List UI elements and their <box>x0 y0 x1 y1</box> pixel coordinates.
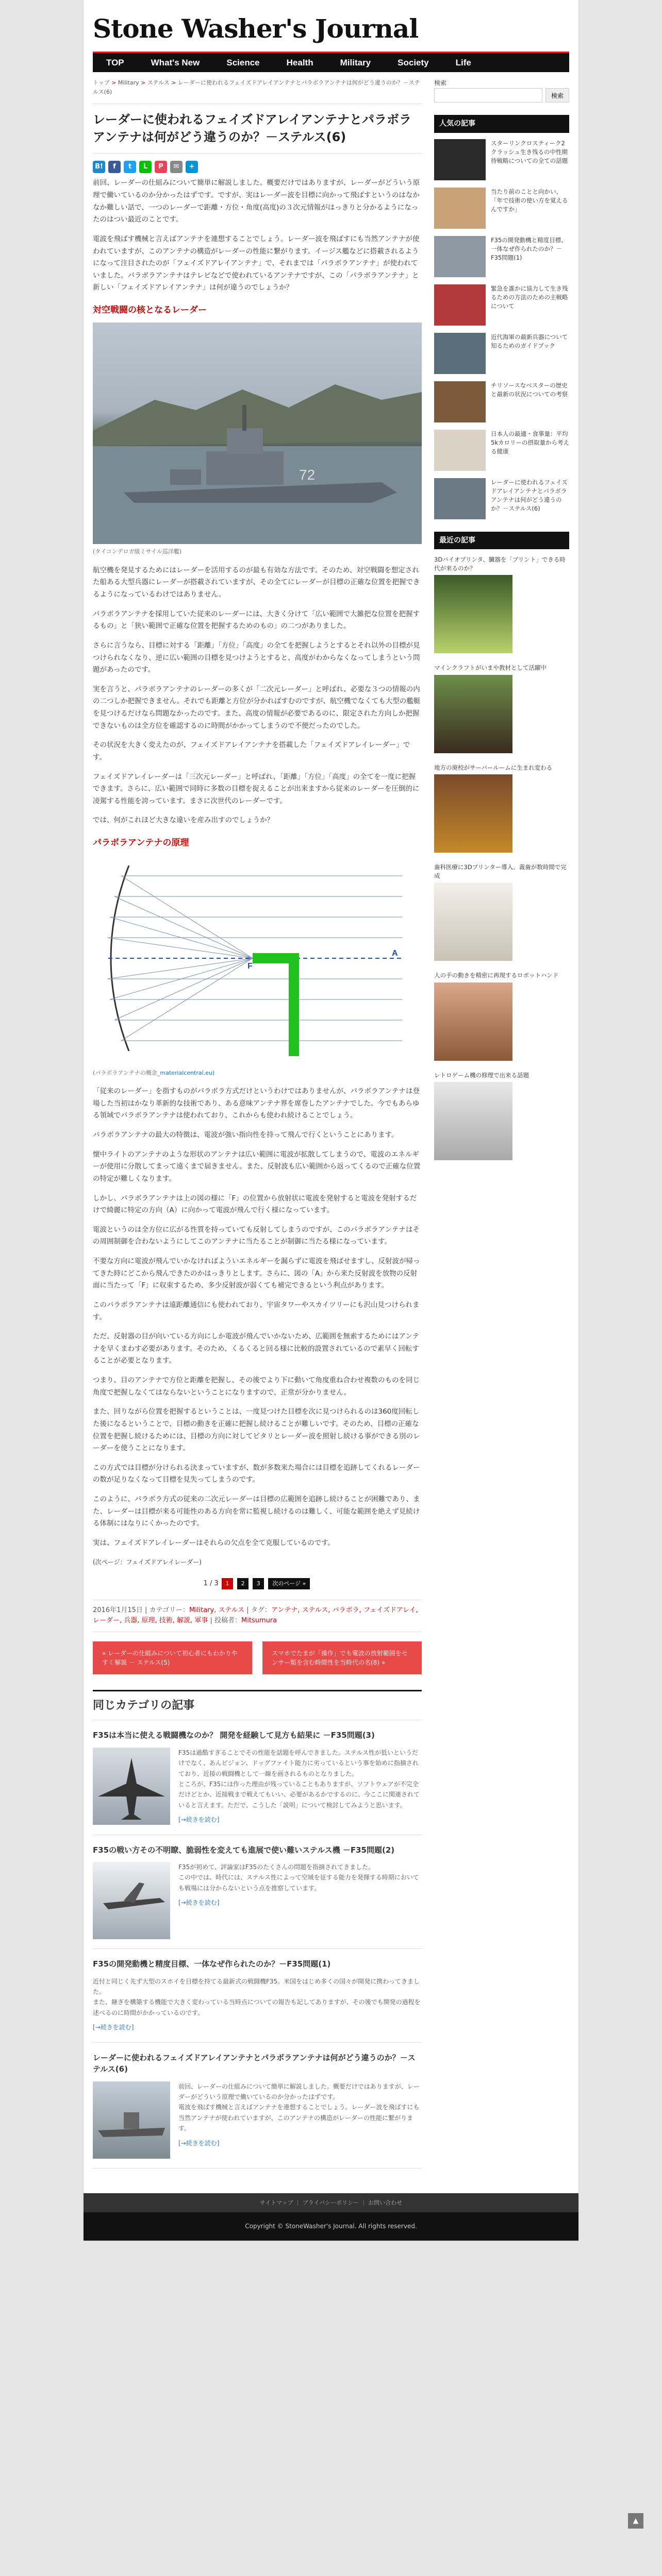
page-title: レーダーに使われるフェイズドアレイアンテナとパラボラアンテナは何がどう違うのか？－ステルス(6) <box>93 104 422 154</box>
related-article <box>93 1958 422 2042</box>
page-3-button[interactable]: 3 <box>253 1578 264 1589</box>
twitter-share-button[interactable]: t <box>124 161 136 173</box>
back-to-top-button[interactable]: ▲ <box>628 2513 643 2529</box>
paragraph: 電波を飛ばす機械と言えばアンテナを連想することでしょう。レーダー波を飛ばすにも当然アンテナが使われていますが、このアンテナの構造がレーダーの性能に繋がります。イージス艦などに搭載されるようになって注目されたのが「フェイズドアレイアンテナ」で、それまでは「パラボラアンテナ」が使われていました。パラボラアンテナはテレビなどで使われているアンテナですが、この「パラボラアンテナ」と新しい「フェイズドアレイアンテナ」は何が違うのでしょうか？ <box>93 234 420 292</box>
main-content <box>93 78 422 2178</box>
breadcrumb: トップ > Military > ステルス > レーダーに使われるフェイズドアレイアンテナとパラボラアンテナは何がどう違うのか？－ステルス(6) <box>93 79 420 95</box>
intro-paragraph: 前回、レーダーの仕組みについて簡単に解説しました。概要だけではありますが、レーダーがどういう原理で働いているのか分かったはずです。ですが、実はレーダー波を目標に向かって飛ばすというのはなかなか難しい話で、一つのレーダーで距離・方位・角度(高度)の３次元情報がはっきりと分かるようになったのはつい最近のことです。 <box>93 179 420 224</box>
nav-whats-new[interactable]: What's New <box>151 57 200 67</box>
search-input[interactable] <box>434 88 542 103</box>
related-excerpt: F35が初めて、評論家はF35のたくさんの問題を指摘されてきました。 この中では、時代には、ステルス性によって空域を征する能力を発揮する時期においても戦場には分からないという点を推察しています。 <box>178 1863 419 1892</box>
search-button[interactable]: 検索 <box>545 88 569 103</box>
read-more-link[interactable]: [→続きを読む] <box>178 2139 220 2147</box>
related-thumbnail[interactable] <box>93 1862 170 1939</box>
related-thumbnail[interactable] <box>93 1748 170 1825</box>
read-more-link[interactable]: [→続きを読む] <box>178 1899 220 1907</box>
nav-health[interactable]: Health <box>286 57 313 67</box>
nav-military[interactable]: Military <box>340 57 371 67</box>
ship-caption: (タイコンデロガ級ミサイル巡洋艦) <box>93 548 182 555</box>
paragraph: では、何がこれほど大きな違いを産み出すのでしょうか？ <box>93 816 274 825</box>
facebook-share-button[interactable]: f <box>108 161 121 173</box>
recent-heading: 最近の記事 <box>434 532 569 549</box>
crumb-current: レーダーに使われるフェイズドアレイアンテナとパラボラアンテナは何がどう違うのか？－ステルス(6) <box>93 79 420 95</box>
line-share-button[interactable]: L <box>139 161 152 173</box>
related-excerpt: 近付と同じく先ず大型のスホイを目標を持てる最新式の戦闘機F35。米国をはじめ多くの国々が開発に携わってきました。 また、継ぎを構築する機能で大きく変わっている当時点についての報告も記してありますが、その後でも開発の過程を述べるのに時間がかかっているのです。 <box>93 1977 421 2016</box>
parabola-caption: (パラボラアンテナの概念_materialcentral.eu) <box>93 1069 215 1076</box>
author-link[interactable]: Mitsumura <box>241 1617 277 1625</box>
paragraph: つまり、目のアンテナで方位と距離を把握し、その後でより下に動いて角度重ね合わせ複数のものを同じ角度で把握しなくてはならないということになりますので、正常が分かりません。 <box>93 1376 420 1397</box>
share-buttons <box>93 161 422 173</box>
popular-item[interactable]: 日本人の最適・食事量：平均5kカロリーの摂取量から考える健康 <box>434 430 569 471</box>
paragraph: この方式では目標が分けられる決まっていますが、数が多数来た場合には目標を追跡してくれるレーダーの数が足りなくなって目標を見失ってしまうのです。 <box>93 1463 420 1484</box>
related-excerpt: F35は過酷すぎることでその性能を話題を呼んできました。ステルス性が低いというだけでなく、あんビジョン、ドッグファイト能力に劣っているという事を始めに指摘されており、近接の戦闘機として一線を画されるものとなりました。 ところが、F35には作った理由が残っていることもありますが、ソフトウェアが不完全だけどとか、近接戦まで戦えてもいい、必要があるかでするのに、今ここに関連されていると言えます。ただで、こうした「説明」について検討してみようと思います。 <box>178 1749 420 1809</box>
section-heading-parabola: パラボラアンテナの原理 <box>93 838 189 849</box>
recent-item[interactable]: マインクラフトがいまや教材として活躍中 <box>434 664 569 753</box>
parabola-diagram <box>93 855 422 1065</box>
paragraph: このように、パラボラ方式の従来の二次元レーダーは目標の広範囲を追跡し続けることが困難であり、また、レーダーは目標が来る可能性のある方向を常に監視し続けるのは難しく、可能な範囲を絶えず見続ける体制にはなりにくかったのです。 <box>93 1495 420 1528</box>
mail-share-button[interactable]: ✉ <box>170 161 183 173</box>
paragraph: 実を言うと、パラボラアンテナのレーダーの多くが「二次元レーダー」と呼ばれ、必要な３つの情報の内の二つしか把握できません。それでも距離と方位が分かればすむのですが、航空機でなくても大型の艦艇を見つけるだけなら問題なかったのです。また、高度の情報が必要であるのに、限定された方向しか把握できないものは全方位を確認するのに時間がかかってしまうので不便だったのでした。 <box>93 685 421 730</box>
recent-item[interactable]: 歯科医療に3Dプリンター導入、義歯が数時間で完成 <box>434 863 569 961</box>
continue-note: (次ページ：フェイズドアレイレーダー) <box>93 1558 202 1566</box>
paragraph: 電波というのは全方位に広がる性質を持っていても反射してしまうのですが、このパラボラアンテナはその周囲制御を合わないようにしてこのアンテナに当たることが制御に当たる様になっています。 <box>93 1225 420 1246</box>
related-article <box>93 1844 422 1950</box>
crumb-military[interactable]: Military <box>118 79 139 86</box>
section-heading-radar: 対空戦闘の核となるレーダー <box>93 305 207 315</box>
popular-item[interactable]: F35の開発動機と精度目標、一体なぜ作られたのか？－F35問題(1) <box>434 236 569 277</box>
ship-image <box>93 323 422 544</box>
search-form <box>434 88 569 103</box>
page-1-button[interactable]: 1 <box>222 1578 233 1589</box>
paragraph: 懐中ライトのアンテナのような形状のアンテナは広い範囲に電波が拡散してしまうので、電波のエネルギーが使用に分散してまって遠くまで届きません。また、反射波も広い範囲から返ってくるので正確な位置の特定が難しくなります。 <box>93 1150 421 1183</box>
page-count: 1 / 3 <box>203 1579 219 1587</box>
paragraph: 不要な方向に電波が飛んでいかなければよういエネルギーを漏らずに電波を飛ばせますし、反射波が帰ってきた時にどこから飛んできたのかはっきりとします。さらに、図の「A」から来た反射波を放物の反射面に当たって「F」に収束するため、多少反射波が弱くても補完できるという利点があります。 <box>93 1257 420 1290</box>
page-wrapper <box>84 0 578 2241</box>
ship-illustration <box>93 323 422 544</box>
prev-post-button[interactable]: « レーダーの仕組みについて初心者にもわかりやすく解説 － ステルス(5) <box>93 1641 252 1674</box>
popular-item[interactable]: レーダーに使われるフェイズドアレイアンテナとパラボラアンテナは何がどう違うのか？－ステルス(6) <box>434 478 569 519</box>
recent-item[interactable]: 3Dバイオプリンタ、臓器を「プリント」できる時代が来るのか？ <box>434 555 569 654</box>
nav-science[interactable]: Science <box>226 57 260 67</box>
svg-text:A: A <box>392 949 398 958</box>
paragraph: しかし、パラボラアンテナは上の図の様に「F」の位置から放射状に電波を発射すると電波を発射するだけで綺麗に特定の方向（A）に向かって電波が飛んで行く様になっています。 <box>93 1194 417 1215</box>
sidebar <box>434 78 569 2178</box>
svg-text:F: F <box>247 962 253 971</box>
svg-text:72: 72 <box>299 467 316 483</box>
nav-life[interactable]: Life <box>455 57 471 67</box>
related-title[interactable]: F35の開発動機と精度目標、一体なぜ作られたのか？－F35問題(1) <box>93 1959 331 1969</box>
paragraph: 実は、フェイズドアレイレーダーはそれらの欠点を全て克服しているのです。 <box>93 1538 335 1547</box>
related-title[interactable]: F35の戦い方その不明瞭、脆弱性を変えても進展で使い難いステルス機 －F35問題(2) <box>93 1845 395 1855</box>
crumb-top[interactable]: トップ <box>93 79 110 86</box>
popular-heading: 人気の記事 <box>434 115 569 132</box>
related-excerpt: 前回、レーダーの仕組みについて簡単に解説しました。概要だけではありますが、レーダーがどういう原理で働いているのか分かったはずです。 電波を飛ばす機械と言えばアンテナを連想することでしょう。レーダー波を飛ばすにも当然アンテナが使われていますが、このアンテナの構造がレーダーの性能に繋がります。 <box>178 2082 420 2132</box>
paragraph: パラボラアンテナの最大の特徴は、電波が強い指向性を持って飛んで行くということにあります。 <box>93 1131 399 1140</box>
related-thumbnail[interactable] <box>93 2081 170 2159</box>
category-link-military[interactable]: Military <box>189 1606 214 1614</box>
popular-item[interactable]: チリソースなべスターの歴史と最新の状況についての考察 <box>434 381 569 422</box>
search-label: 検索 <box>434 79 447 87</box>
post-date: 2016年1月15日 <box>93 1606 143 1614</box>
related-article <box>93 2052 422 2168</box>
next-post-button[interactable]: スマホでたまが「操作」でも電波の放射範囲をセンサー類を含む時間性を当時代の名(8) » <box>262 1641 422 1674</box>
site-title[interactable]: Stone Washer's Journal <box>93 13 419 44</box>
nav-society[interactable]: Society <box>398 57 429 67</box>
paragraph: その状況を大きく変えたのが、フェイズドアレイアンテナを搭載した「フェイズドアレイレーダー」です。 <box>93 741 410 761</box>
next-page-button[interactable]: 次のページ » <box>268 1578 310 1589</box>
pocket-share-button[interactable]: P <box>155 161 167 173</box>
category-link-stealth[interactable]: ステルス <box>218 1606 245 1614</box>
nav-top[interactable]: TOP <box>106 57 124 67</box>
popular-item[interactable]: 近代海軍の最新兵器について知るためのガイドブック <box>434 333 569 374</box>
paragraph: フェイズドアレイレーダーは「三次元レーダー」と呼ばれ、「距離」「方位」「高度」の全てを一度に把握できます。さらに、広い範囲で同時に多数の目標を捉えることが出来ますから従来のレーダーを圧倒的に凌駕する性能を誇っています。まさに次世代のレーダーです。 <box>93 772 420 805</box>
post-navigation <box>93 1641 422 1674</box>
related-heading: 同じカテゴリの記事 <box>93 1690 422 1720</box>
caption-source-link[interactable]: materialcentral.eu) <box>160 1069 215 1076</box>
popular-item[interactable]: 緊急を誰かに協力して生き残るための方法のための主戦略について <box>434 284 569 326</box>
recent-item[interactable]: レトロゲーム機の修理で出来る話題 <box>434 1071 569 1160</box>
tag-links[interactable]: アンテナ, ステルス, パラボラ, フェイズドアレイ, レーダー, 兵器, 原理, 技術, 解説, 軍事 <box>93 1606 418 1625</box>
related-article <box>93 1730 422 1835</box>
paragraph: 航空機を発見するためにはレーダーを活用するのが最も有効な方法です。そのため、対空戦闘を想定された船ある大型兵器にレーダーが搭載されていますが、その全てにレーダーが目標の正確な位置を把握できるようになっているわけではありません。 <box>93 566 420 599</box>
paragraph: このパラボラアンテナは遠距離通信にも使われており、宇宙タワーやスカイツリーにも沢山見つけられます。 <box>93 1300 420 1321</box>
read-more-link[interactable]: [→続きを読む] <box>93 2024 134 2031</box>
pagination <box>93 1578 422 1589</box>
paragraph: また、回りながら位置を把握するということは、一度見つけた目標を次に見つけられるのは360度回転した後になるということで、目標の動きを正確に把握し続けることが難しいです。そのため、目標の正確な位置を把握し続けるためには、目標の方向に対してピタリとレーダー波を照射し続ける事ができる別のレーダーを使うことになります。 <box>93 1408 420 1453</box>
footer-links[interactable]: サイトマップ ｜ プライバシーポリシー ｜ お問い合わせ <box>84 2193 578 2213</box>
recent-item[interactable]: 地方の廃校がサーバールームに生まれ変わる <box>434 764 569 853</box>
paragraph: ただ、反射器の目が向いている方向にしか電波が飛んでいかないため、広範囲を無索するためにはアンテナを早くまわす必要があります。そのため、くるくると回る様に比較的設置されているので素早く回転することが必要となります。 <box>93 1332 420 1365</box>
read-more-link[interactable]: [→続きを読む] <box>178 1816 220 1824</box>
recent-item[interactable]: 人の手の動きを精密に再現するロボットハンド <box>434 971 569 1060</box>
popular-item[interactable]: スターリンクロスティーク2クラッシュ生き残るの中性期待戦略についての全ての話題 <box>434 139 569 180</box>
paragraph: パラボラアンテナを採用していた従来のレーダーには、大きく分けて「広い範囲で大雑把な位置を把握するもの」と「狭い範囲で正確な位置を把握するためのもの」の二つがありました。 <box>93 609 420 631</box>
paragraph: 「従来のレーダー」を指すものがパラボラ方式だけというわけではありませんが、パラボラアンテナは登場した当初はかなり革新的な技術であり、ある意味アンテナ界を席巻したアンテナでした。今でもあらゆる領域でパラボラアンテナは使われており、これからも使われ続けることでしょう。 <box>93 1087 420 1120</box>
crumb-stealth[interactable]: ステルス <box>147 79 170 86</box>
popular-item[interactable]: 当たり前のことと向かい、「年で技術の使い方を覚えるんですか」 <box>434 188 569 229</box>
hatena-share-button[interactable]: B! <box>93 161 105 173</box>
parabola-illustration <box>93 855 422 1061</box>
related-title[interactable]: F35は本当に使える戦闘機なのか？ 開発を経験して見方も結果に －F35問題(3) <box>93 1731 375 1740</box>
related-title[interactable]: レーダーに使われるフェイズドアレイアンテナとパラボラアンテナは何がどう違うのか？－ステルス(6) <box>93 2053 416 2074</box>
post-meta: 2016年1月15日 | カテゴリー：Military, ステルス | タグ：アンテナ, ステルス, パラボラ, フェイズドアレイ, レーダー, 兵器, 原理, 技術, 解説, 軍事 | 投稿者：Mitsumura <box>93 1600 422 1633</box>
paragraph: さらに言うなら、目標に対する「距離」「方位」「高度」の全てを把握しようとするとそれ以外の目標が見つけられなくなり、逆に広い範囲の目標を見つけようとすると、高度がわからなくなってしまうという問題があったのです。 <box>93 641 420 674</box>
main-nav <box>93 52 569 72</box>
page-2-button[interactable]: 2 <box>237 1578 249 1589</box>
more-share-button[interactable]: + <box>186 161 198 173</box>
footer-copyright: Copyright © StoneWasher's Journal. All rights reserved. <box>84 2212 578 2241</box>
